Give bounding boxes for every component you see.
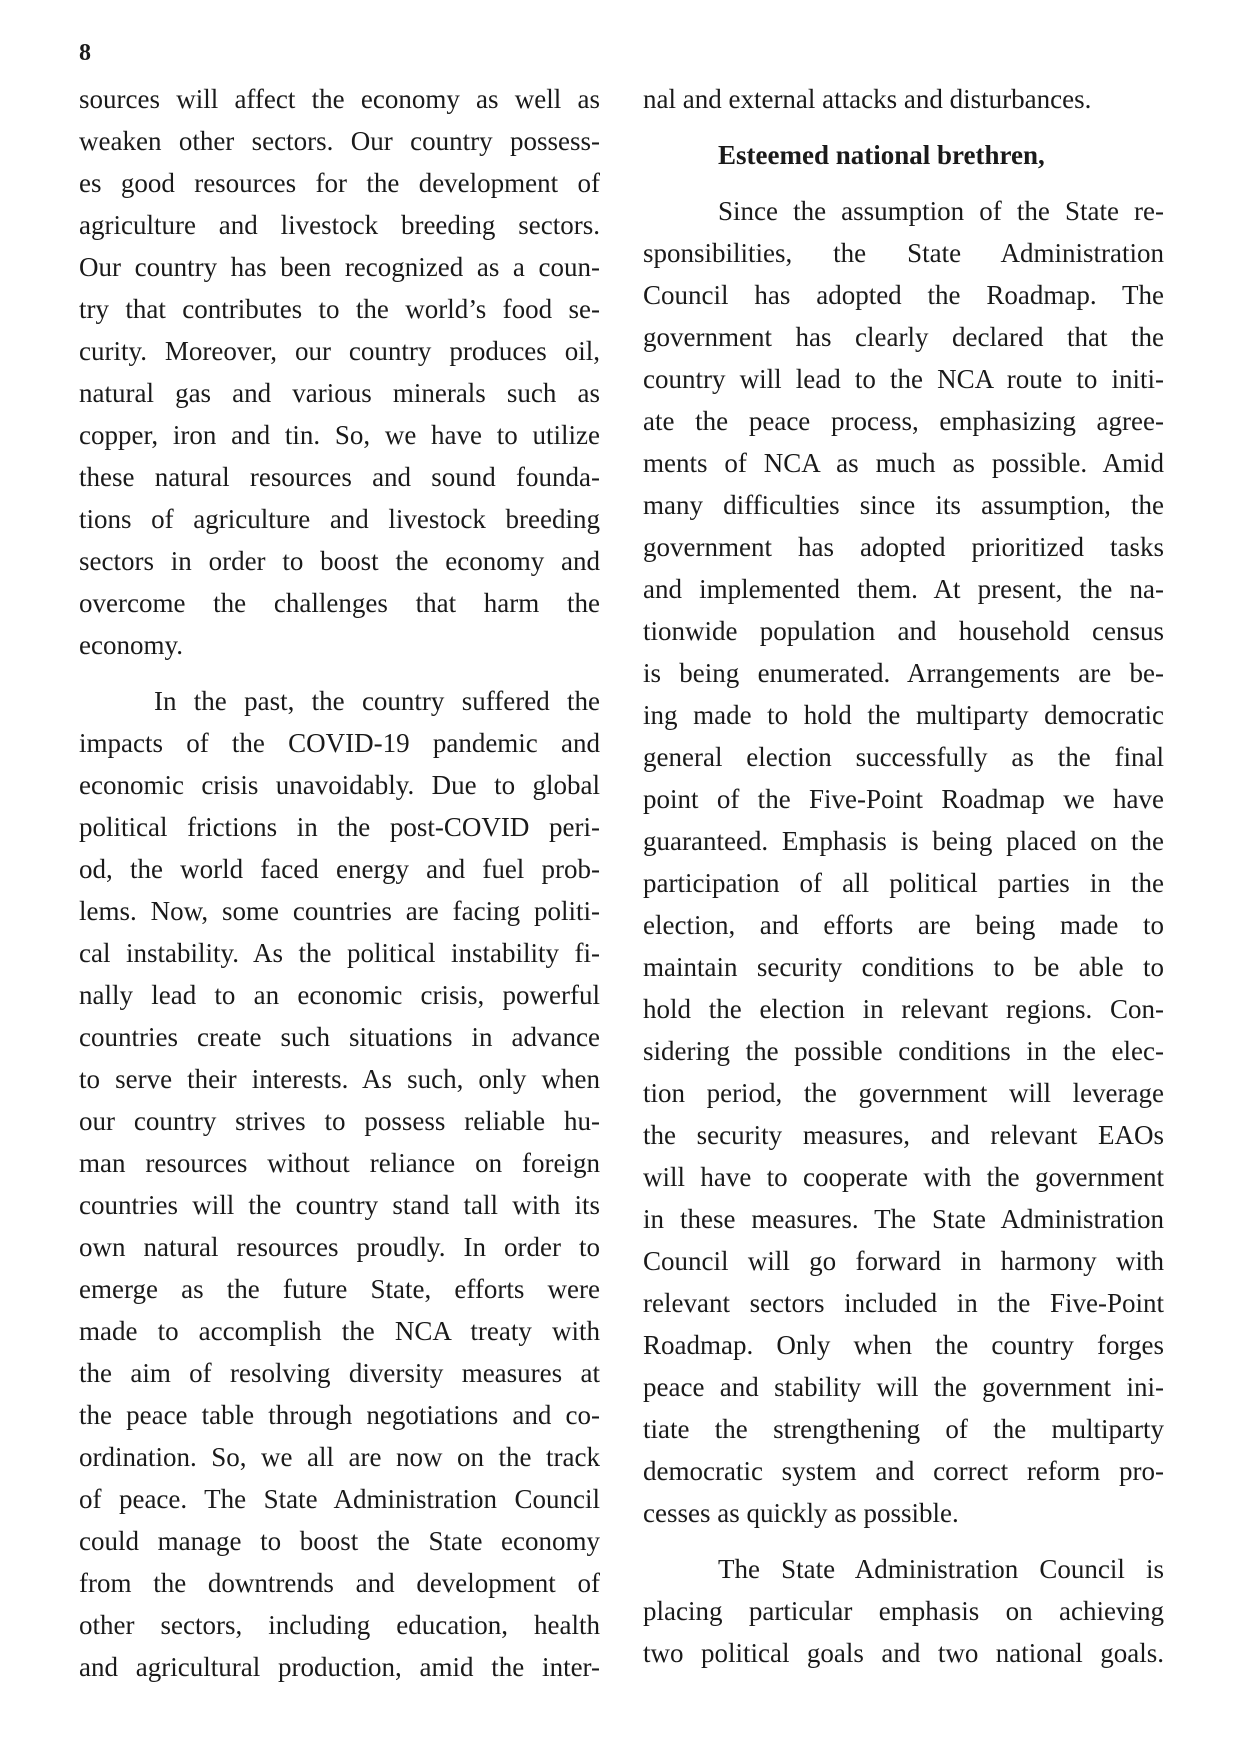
text-line: try that contributes to the world’s food se- [79,294,600,324]
text-line: cal instability. As the political instability fi- [79,938,600,968]
text-line: relevant sectors included in the Five-Point [643,1288,1164,1318]
text-line: to serve their interests. As such, only when [79,1064,600,1094]
section-heading: Esteemed national brethren, [718,140,1045,170]
text-line: could manage to boost the State economy [79,1526,600,1556]
text-line: from the downtrends and development of [79,1568,600,1598]
text-line: sectors in order to boost the economy and [79,546,600,576]
text-line: weaken other sectors. Our country possess- [79,126,600,156]
text-line: Council will go forward in harmony with [643,1246,1164,1276]
text-line: copper, iron and tin. So, we have to utilize [79,420,600,450]
text-line: emerge as the future State, efforts were [79,1274,600,1304]
text-line: nally lead to an economic crisis, powerful [79,980,600,1010]
text-line: sidering the possible conditions in the elec- [643,1036,1164,1066]
text-line: these natural resources and sound founda- [79,462,600,492]
right-column [643,78,1164,1674]
text-line: overcome the challenges that harm the [79,588,600,618]
text-line: participation of all political parties in the [643,868,1164,898]
paragraph-gap [79,666,600,680]
paragraph-gap [643,120,1164,134]
text-line: hold the election in relevant regions. Con- [643,994,1164,1024]
text-line: government has clearly declared that the [643,322,1164,352]
text-line: will have to cooperate with the government [643,1162,1164,1192]
text-line: the security measures, and relevant EAOs [643,1120,1164,1150]
text-line: our country strives to possess reliable hu- [79,1106,600,1136]
text-line: ments of NCA as much as possible. Amid [643,448,1164,478]
text-line: agriculture and livestock breeding sectors. [79,210,600,240]
text-line: curity. Moreover, our country produces oil, [79,336,600,366]
text-line: sponsibilities, the State Administration [643,238,1164,268]
paragraph-gap [643,1534,1164,1548]
text-line: lems. Now, some countries are facing politi- [79,896,600,926]
page-number: 8 [79,40,91,66]
text-line: Our country has been recognized as a coun- [79,252,600,282]
text-line: impacts of the COVID-19 pandemic and [79,728,600,758]
text-line: placing particular emphasis on achieving [643,1596,1164,1626]
text-line: maintain security conditions to be able to [643,952,1164,982]
text-line: general election successfully as the final [643,742,1164,772]
text-line: Since the assumption of the State re- [718,196,1164,226]
text-line: and agricultural production, amid the inter- [79,1652,600,1682]
text-line: democratic system and correct reform pro- [643,1456,1164,1486]
text-line: ordination. So, we all are now on the track [79,1442,600,1472]
text-line: economic crisis unavoidably. Due to global [79,770,600,800]
text-line: peace and stability will the government ini- [643,1372,1164,1402]
text-line: od, the world faced energy and fuel prob- [79,854,600,884]
text-line: in these measures. The State Administration [643,1204,1164,1234]
text-line: own natural resources proudly. In order to [79,1232,600,1262]
text-line: and implemented them. At present, the na- [643,574,1164,604]
text-line: The State Administration Council is [718,1554,1164,1584]
text-line: the aim of resolving diversity measures at [79,1358,600,1388]
text-line: other sectors, including education, health [79,1610,600,1640]
text-line: is being enumerated. Arrangements are be- [643,658,1164,688]
text-line: election, and efforts are being made to [643,910,1164,940]
text-line: political frictions in the post-COVID peri- [79,812,600,842]
text-line: the peace table through negotiations and co- [79,1400,600,1430]
text-line: tiate the strengthening of the multiparty [643,1414,1164,1444]
text-line: countries create such situations in advance [79,1022,600,1052]
text-line: many difficulties since its assumption, the [643,490,1164,520]
text-line: ing made to hold the multiparty democratic [643,700,1164,730]
text-line: of peace. The State Administration Council [79,1484,600,1514]
text-line: ate the peace process, emphasizing agree- [643,406,1164,436]
text-line: country will lead to the NCA route to initi- [643,364,1164,394]
text-line: countries will the country stand tall with its [79,1190,600,1220]
text-line: economy. [79,630,183,660]
text-line: natural gas and various minerals such as [79,378,600,408]
text-line: nal and external attacks and disturbances. [643,84,1092,114]
text-line: cesses as quickly as possible. [643,1498,959,1528]
text-line: tion period, the government will leverage [643,1078,1164,1108]
text-line: tionwide population and household census [643,616,1164,646]
paragraph-gap [643,176,1164,190]
text-line: Council has adopted the Roadmap. The [643,280,1164,310]
text-line: man resources without reliance on foreign [79,1148,600,1178]
text-line: es good resources for the development of [79,168,600,198]
text-line: guaranteed. Emphasis is being placed on the [643,826,1164,856]
text-line: tions of agriculture and livestock breeding [79,504,600,534]
left-column [79,78,600,1688]
text-line: In the past, the country suffered the [154,686,600,716]
text-line: government has adopted prioritized tasks [643,532,1164,562]
text-line: made to accomplish the NCA treaty with [79,1316,600,1346]
text-line: sources will affect the economy as well as [79,84,600,114]
text-line: Roadmap. Only when the country forges [643,1330,1164,1360]
text-line: two political goals and two national goals. [643,1638,1164,1668]
text-line: point of the Five-Point Roadmap we have [643,784,1164,814]
